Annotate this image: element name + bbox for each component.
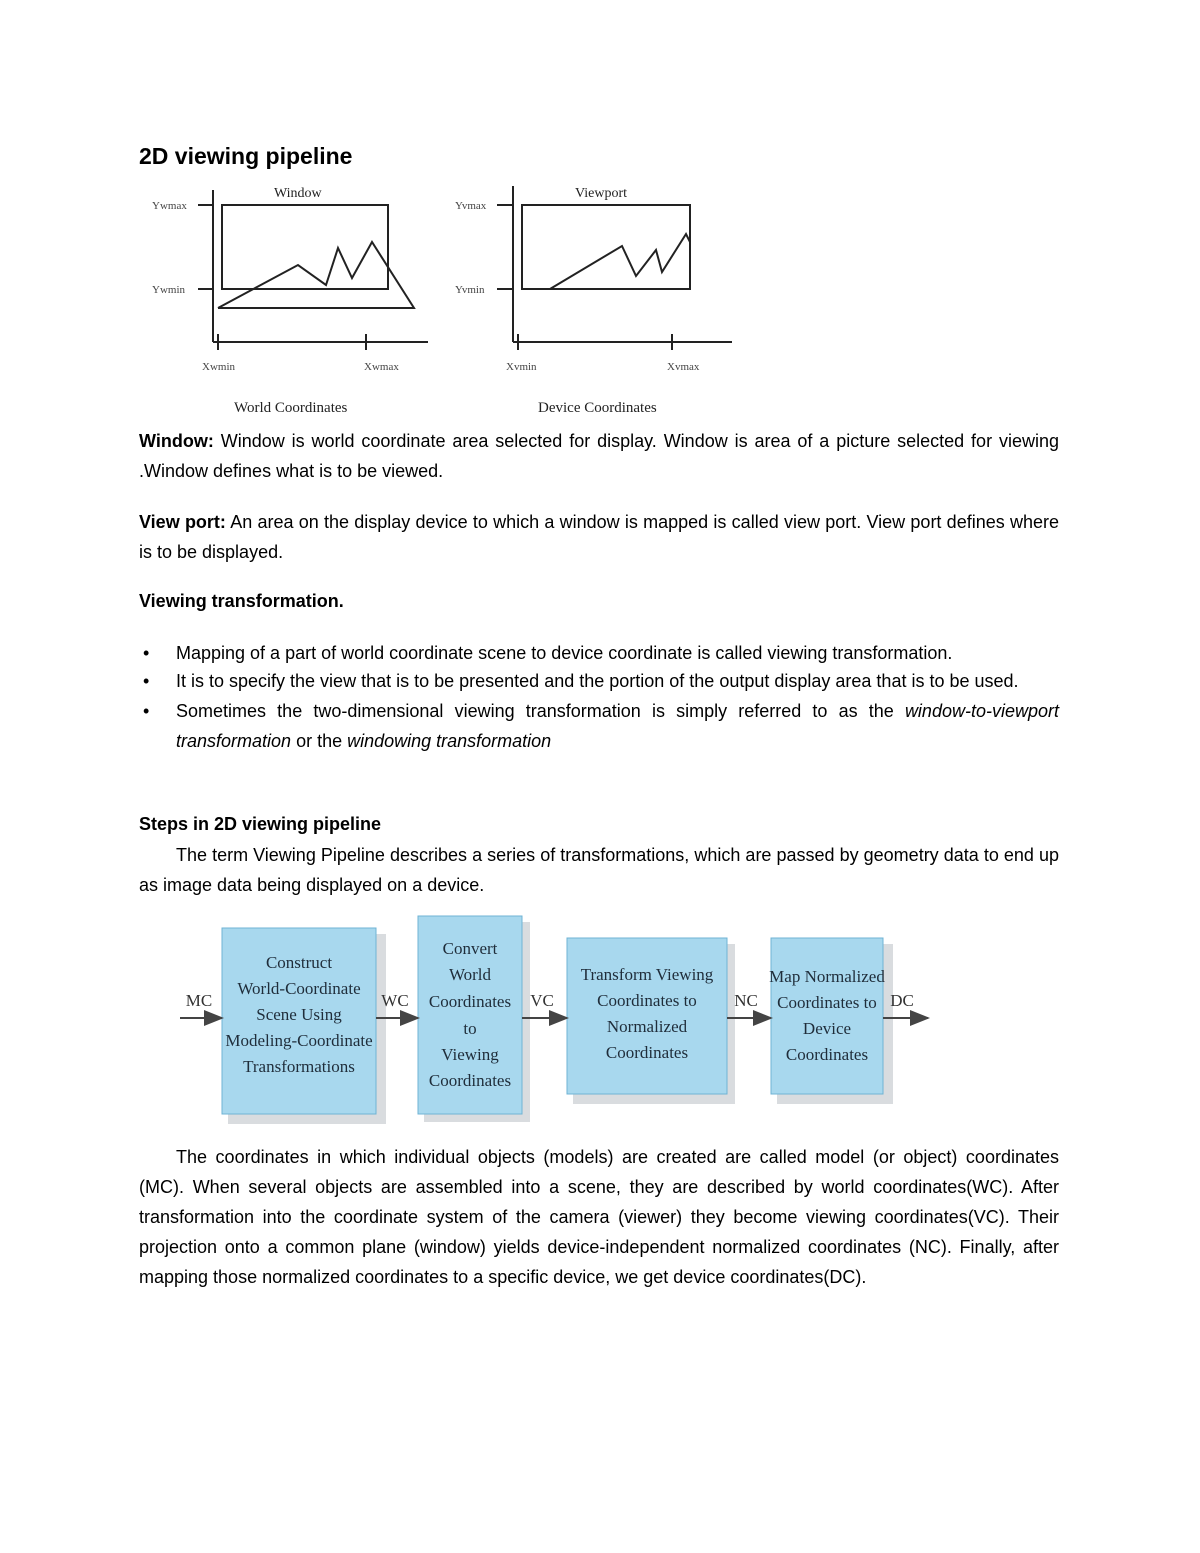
- box1-line: Transformations: [243, 1057, 355, 1076]
- steps-intro: The term Viewing Pipeline describes a series of transformations, which are passed by geometry data to end up as image data being displayed on a device.: [139, 845, 1059, 895]
- box4-line: Coordinates to: [777, 993, 877, 1012]
- arrow-label-dc: DC: [890, 991, 914, 1010]
- list-item: [139, 668, 1059, 694]
- window-definition: [139, 426, 1059, 486]
- viewing-pipeline-diagram: [172, 908, 942, 1128]
- page-title: 2D viewing pipeline: [139, 143, 353, 169]
- bullet-glyph: •: [143, 671, 150, 691]
- arrow-label-nc: NC: [734, 991, 758, 1010]
- viewport-title: Viewport: [575, 186, 628, 201]
- bullet-text-or: or the: [291, 731, 348, 751]
- box3-line: Coordinates: [605, 1043, 689, 1062]
- viewport-panel: [497, 186, 732, 350]
- box1-line: World-Coordinate: [237, 979, 361, 998]
- box2-line: Coordinates: [428, 1071, 512, 1090]
- window-panel: [198, 190, 428, 350]
- viewport-definition-text: An area on the display device to which a window is mapped is called view port. View port defines where is to be displayed.: [139, 512, 1060, 562]
- box2-line: World: [448, 965, 492, 984]
- box1-line: Scene Using: [256, 1005, 342, 1024]
- box2-line: Viewing: [441, 1045, 499, 1064]
- viewport-ymin-label: Yvmin: [455, 284, 485, 296]
- device-coordinates-caption: Device Coordinates: [538, 400, 657, 416]
- steps-heading: Steps in 2D viewing pipeline: [139, 814, 382, 834]
- list-item: [139, 640, 1059, 666]
- box4-line: Device: [802, 1019, 852, 1038]
- box-transform-to-normalized: [567, 938, 727, 1094]
- box2-line: Coordinates: [428, 992, 512, 1011]
- bullet-text: Sometimes the two-dimensional viewing transformation is simply referred to as the: [176, 701, 905, 721]
- viewing-transformation-list: [139, 640, 1059, 756]
- box4-line: Coordinates: [785, 1045, 869, 1064]
- bullet-glyph: •: [143, 701, 150, 721]
- window-term: Window:: [139, 431, 214, 451]
- bullet-glyph: •: [143, 643, 150, 663]
- closing-paragraph: The coordinates in which individual objects (models) are created are called model (or object) coordinates (MC). When several objects are assembled into a scene, they are described by world coordinates(WC). After transformation into the coordinate system of the camera (viewer) they become viewing coordinates(VC). Their projection onto a common plane (window) yields device-independent normalized coordinates (NC). Finally, after mapping those normalized coordinates to a specific device, we get device coordinates(DC).: [139, 1147, 1059, 1287]
- box1-line: Modeling-Coordinate: [225, 1031, 373, 1050]
- box3-line: Coordinates to: [597, 991, 697, 1010]
- bullet-text: Mapping of a part of world coordinate scene to device coordinate is called viewing transformation.: [176, 643, 953, 663]
- viewing-transformation-heading: Viewing transformation.: [139, 591, 344, 611]
- list-item: [139, 696, 1059, 756]
- window-ymin-label: Ywmin: [152, 284, 185, 296]
- viewport-definition: [139, 507, 1059, 567]
- box-map-to-device: [771, 938, 883, 1094]
- world-coordinates-caption: World Coordinates: [234, 400, 348, 416]
- box2-line: to: [463, 1019, 477, 1038]
- viewport-xmax-label: Xvmax: [667, 361, 700, 373]
- viewport-term: View port:: [139, 512, 226, 532]
- window-viewport-figure: [140, 180, 740, 420]
- window-definition-text: Window is world coordinate area selected for display. Window is area of a picture selected for viewing .Window defines what is to be viewed.: [139, 431, 1059, 481]
- window-xmin-label: Xwmin: [202, 361, 235, 373]
- window-title: Window: [274, 186, 322, 201]
- window-ymax-label: Ywmax: [152, 200, 187, 212]
- emphasis-windowing: windowing transformation: [347, 731, 552, 751]
- arrow-label-mc: MC: [185, 991, 213, 1010]
- box1-line: Construct: [265, 953, 333, 972]
- box3-line: Normalized: [606, 1017, 688, 1036]
- box3-line: Transform Viewing: [580, 965, 714, 984]
- box4-line: Map Normalized: [769, 967, 885, 986]
- arrow-label-wc: WC: [381, 991, 409, 1010]
- emphasis-window-to-viewport: window-to-viewport transformation: [176, 701, 1059, 751]
- bullet-text: It is to specify the view that is to be presented and the portion of the output display area that is to be used.: [176, 671, 1019, 691]
- viewport-ymax-label: Yvmax: [455, 200, 487, 212]
- viewport-xmin-label: Xvmin: [506, 361, 537, 373]
- box2-line: Convert: [442, 939, 498, 958]
- window-xmax-label: Xwmax: [364, 361, 399, 373]
- arrow-label-vc: VC: [530, 991, 554, 1010]
